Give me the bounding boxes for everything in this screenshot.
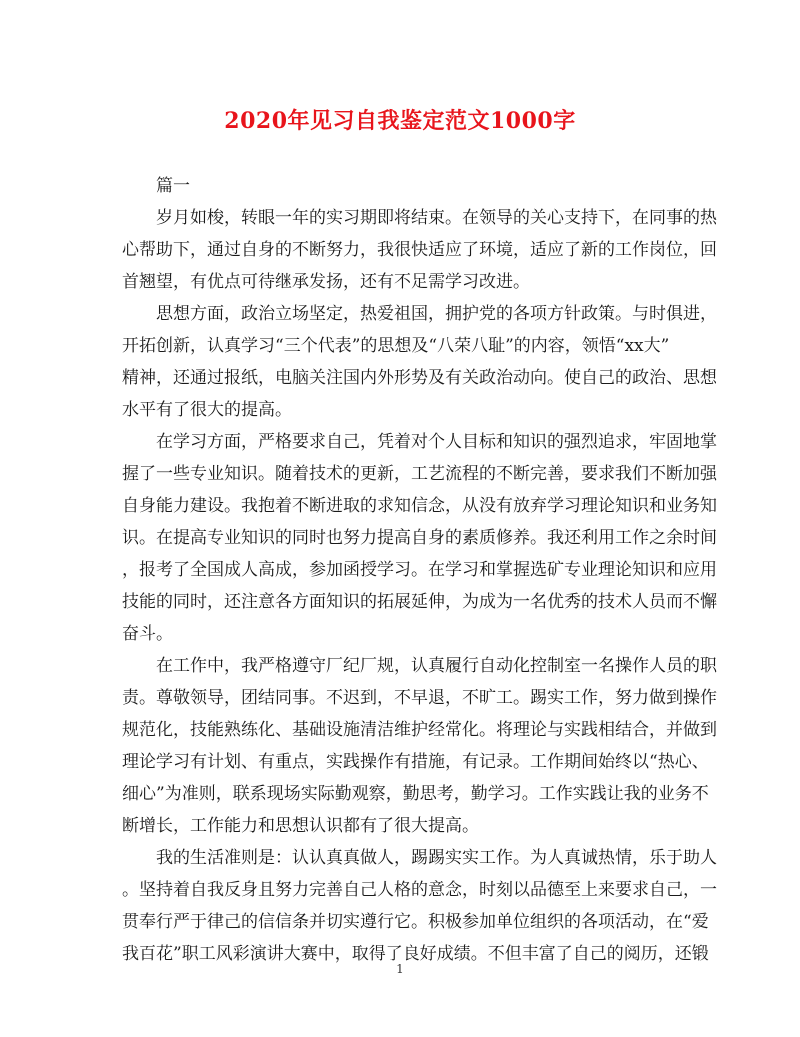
- text-line: 在学习方面，严格要求自己，凭着对个人目标和知识的强烈追求，牢固地掌: [156, 432, 717, 452]
- text-line: 我百花”职工风彩演讲大赛中，取得了良好成绩。不但丰富了自己的阅历，还锻: [122, 944, 709, 964]
- text-line: 规范化，技能熟练化、基础设施清洁维护经常化。将理论与实践相结合，并做到: [122, 720, 717, 740]
- text-line: 理论学习有计划、有重点，实践操作有措施，有记录。工作期间始终以“热心、: [122, 752, 709, 772]
- text-line: 责。尊敬领导，团结同事。不迟到，不早退，不旷工。踢实工作，努力做到操作: [122, 688, 717, 708]
- document-body: [122, 170, 717, 970]
- text-line: 水平有了很大的提高。: [122, 400, 292, 420]
- text-line: 细心”为准则，联系现场实际勤观察，勤思考，勤学习。工作实践让我的业务不: [122, 784, 709, 804]
- text-line: ，报考了全国成人高成，参加函授学习。在学习和掌握选矿专业理论知识和应用: [122, 560, 717, 580]
- page-number: 1: [396, 962, 404, 976]
- text-line: 识。在提高专业知识的同时也努力提高自身的素质修养。我还利用工作之余时间: [122, 528, 717, 548]
- text-line: 心帮助下，通过自身的不断努力，我很快适应了环境，适应了新的工作岗位，回: [122, 240, 717, 260]
- text-line: 思想方面，政治立场坚定，热爱祖国，拥护党的各项方针政策。与时俱进，: [156, 304, 717, 324]
- text-line: 精神，还通过报纸，电脑关注国内外形势及有关政治动向。使自己的政治、思想: [122, 368, 717, 388]
- text-line: 技能的同时，还注意各方面知识的拓展延伸，为成为一名优秀的技术人员而不懈: [122, 592, 717, 612]
- text-line: 奋斗。: [122, 624, 173, 644]
- text-line: 。坚持着自我反身且努力完善自己人格的意念，时刻以品德至上来要求自己，一: [122, 880, 717, 900]
- text-line: 篇一: [156, 176, 190, 196]
- text-line: 在工作中，我严格遵守厂纪厂规，认真履行自动化控制室一名操作人员的职: [156, 656, 717, 676]
- text-line: 开拓创新，认真学习“三个代表”的思想及“八荣八耻”的内容，领悟“xx大”: [122, 336, 670, 356]
- text-line: 岁月如梭，转眼一年的实习期即将结束。在领导的关心支持下，在同事的热: [156, 208, 717, 228]
- text-line: 自身能力建设。我抱着不断进取的求知信念，从没有放弃学习理论知识和业务知: [122, 496, 717, 516]
- text-line: 我的生活准则是：认认真真做人，踢踢实实工作。为人真诚热情，乐于助人: [156, 848, 717, 868]
- text-line: 首翘望，有优点可待继承发扬，还有不足需学习改进。: [122, 272, 530, 292]
- document-title: 2020年见习自我鉴定范文1000字: [224, 108, 576, 134]
- text-line: 贯奉行严于律己的信信条并切实遵行它。积极参加单位组织的各项活动，在“爱: [122, 912, 709, 932]
- text-line: 断增长，工作能力和思想认识都有了很大提高。: [122, 816, 479, 836]
- text-line: 握了一些专业知识。随着技术的更新，工艺流程的不断完善，要求我们不断加强: [122, 464, 717, 484]
